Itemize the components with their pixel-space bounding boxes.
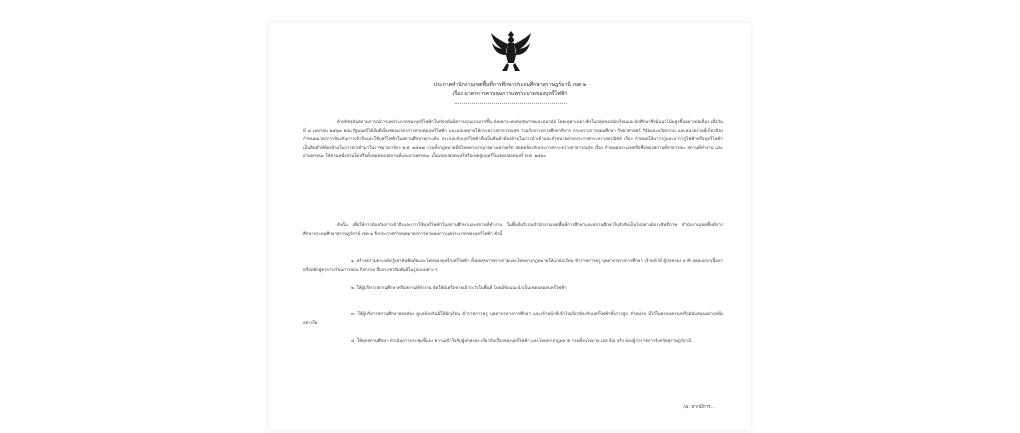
continuation-note: /๕. หากมีการ... — [683, 405, 715, 410]
garuda-emblem-icon — [489, 29, 533, 73]
title-divider — [455, 103, 567, 104]
document-page — [269, 23, 751, 430]
document-subject: เรื่อง มาตรการควบคุมการแพร่ระบาดของบุหรี่ไฟฟ้า — [452, 91, 568, 97]
document-title: ประกาศสำนักงานเขตพื้นที่การศึกษาประถมศึกษาสุราษฎร์ธานี เขต ๒ — [433, 82, 587, 88]
measure-item-2: ๒. ให้ผู้บริหารสถานศึกษาหรือสถานที่ทำงาน จัดให้มีเครือข่ายเฝ้าระวังในพื้นที่ โดยมีข้อแนะนำเป็นเขตปลอดบุหรี่ไฟฟ้า — [351, 286, 567, 291]
purpose-paragraph: ดังนั้น เพื่อให้การป้องกันการเข้าถึงและการใช้บุหรี่ไฟฟ้าในสถานศึกษาและสถานที่ทำงาน ในพื้นที่บริเวณสำนักงานเขตพื้นที่การศึกษาและสถานศึกษาในสังกัดเป็นไปอย่างมีประสิทธิภาพ สำนักงานเขตพื้นที่การศึกษาประถมศึกษาสุราษฎร์ธานี เขต ๒ จึงประกาศกำหนดมาตรการควบคุมการแพร่ระบาดของบุหรี่ไฟฟ้า ดังนี้ — [303, 223, 723, 237]
measure-item-4: ๔. ให้ทุกสถานศึกษา ดำเนินการประชุมชี้แจง ความเข้าใจกับผู้ปกครอง เกี่ยวกับเรื่องของบุหรี่ไฟฟ้า และโทษทางกฎหมาย รวมทั้งนโยบาย เอส จีเอ จริง ของผู้ว่าราชการจังหวัดสุราษฎร์ธานี — [351, 339, 692, 344]
intro-paragraph: ด้วยปัจจุบันสถานการณ์การแพร่ระบาดของบุหรี่ไฟฟ้าในปัจจุบันมีความรุนแรงมากขึ้น ส่งผลกระทบต่อสุขภาพและอนามัย โดยเฉพาะอย่างยิ่งในกลุ่มของนักเรียนและนักศึกษาซึ่งมีแนวโน้มสูงขึ้นอย่างต่อเนื่อง เมื่อวันที่ ๘ เมษายน ๒๕๖๗ คณะรัฐมนตรีได้มีมติเห็นชอบมาตรการควบคุมบุหรี่ไฟฟ้า และมอบหมายให้กระทรวงสาธารณสุข ร่วมกับกระทรวงศึกษาธิการ กระทรวงการอุดมศึกษา วิทยาศาสตร์ วิจัยและนวัตกรรม และหน่วยงานที่เกี่ยวข้อง กำหนดมาตรการป้องกันการเข้าถึงและใช้บุหรี่ไฟฟ้าในสถานศึกษาทุกระดับ ประกอบกับบุหรี่ไฟฟ้าถือเป็นสินค้าต้องห้ามในการนำเข้าและจำหน่ายตามประกาศกระทรวงพาณิชย์ เรื่อง กำหนดให้บารากู่และบารากู่ไฟฟ้าหรือบุหรี่ไฟฟ้าเป็นสินค้าที่ต้องห้ามในการนำเข้ามาในราชอาณาจักร พ.ศ. ๒๕๕๗ รวมทั้งกฎหมายที่มีโทษทางอาญาอย่างเคร่งครัด สอดคล้องกับประกาศกระทรวงสาธารณสุข เรื่อง กำหนดประเภทหรือชื่อของสถานที่สาธารณะ สถานที่ทำงาน และยานพาหนะ ให้ส่วนหนึ่งส่วนใดหรือทั้งหมดของสถานที่และยานพาหนะ เป็นเขตปลอดบุหรี่หรือเขตสูบบุหรี่ในเขตปลอดบุหรี่ พ.ศ. ๒๕๖๐ — [303, 120, 723, 160]
measure-item-1: ๑. สร้างความตระหนักรู้เท่าทันพิษภัยและโทษของบุหรี่/บุหรี่ไฟฟ้า ทั้งต่อสุขภาพร่างกายและโทษทางกฎหมายให้แก่นักเรียน ข้าราชการครู บุคลากรทางการศึกษา เจ้าหน้าที่ ผู้ปกครอง อาทิ สอดแทรกเนื้อหาหรือหลักสูตรการเรียนการสอน กิจกรรม สื่อประชาสัมพันธ์ในรูปแบบต่าง ๆ — [303, 259, 723, 273]
measure-item-3: ๓. ให้ผู้บริหารสถานศึกษาสอดส่อง ดูแลป้องกันมิให้นักเรียน ข้าราชการครู บุคลากรทางการศึกษา และเจ้าหน้าที่เข้าไปเกี่ยวข้องกับบุหรี่ไฟฟ้าทั้งการสูบ จำหน่าย มีไว้ในครอบครองหรือสนับสนุนอย่างหนึ่งอย่างใด — [303, 312, 723, 326]
